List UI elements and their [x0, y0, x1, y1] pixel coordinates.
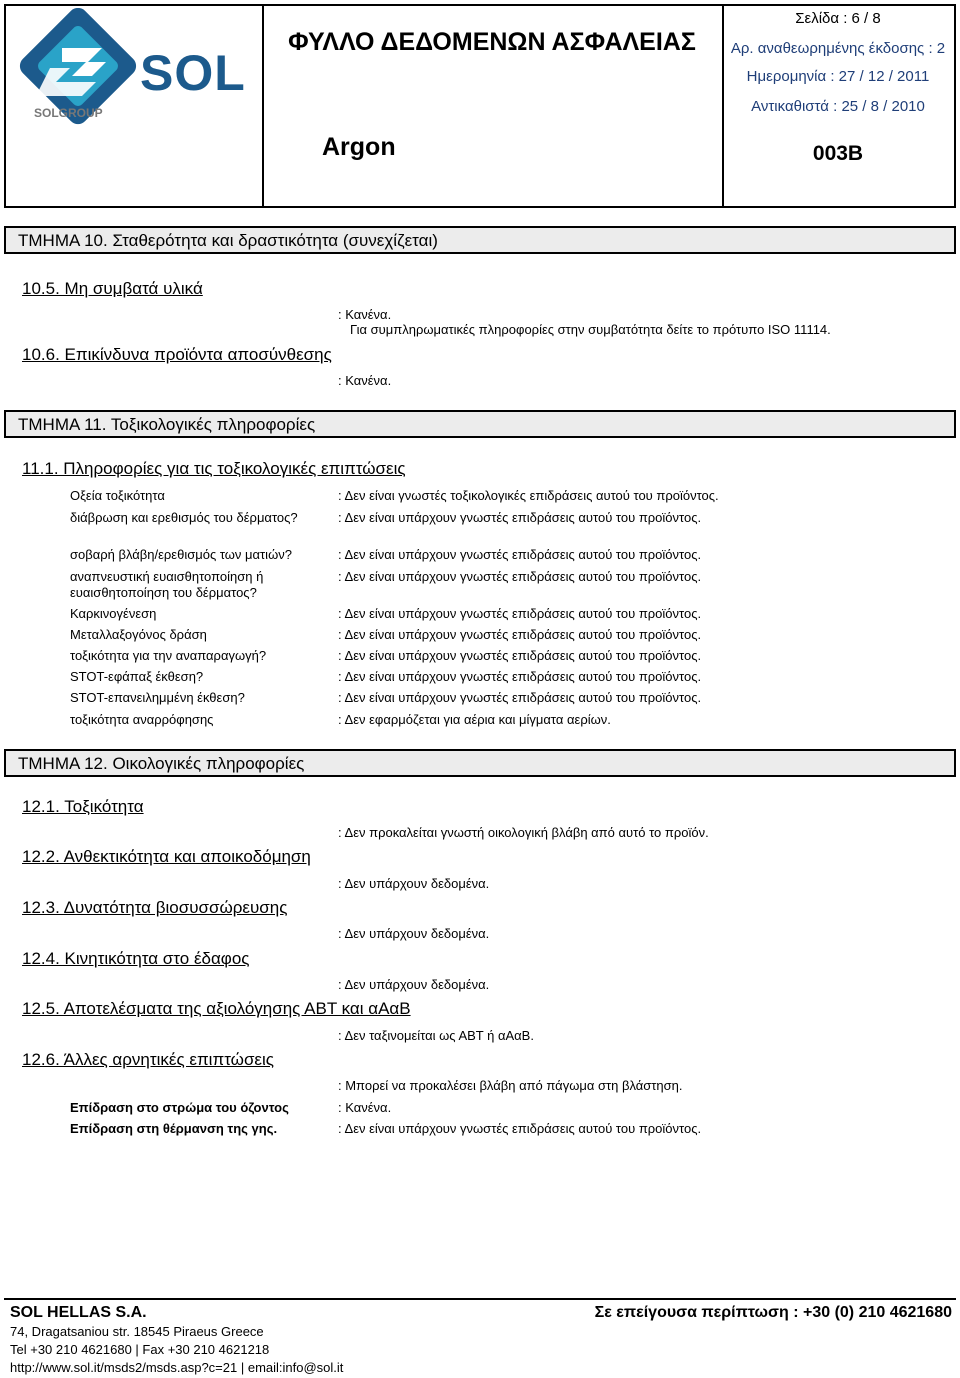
page-number: Σελίδα : 6 / 8: [795, 10, 881, 27]
revision-date: Ημερομηνία : 27 / 12 / 2011: [746, 68, 930, 85]
document-header: [4, 4, 956, 208]
tox-label-stot-single: STOT-εφάπαξ έκθεση?: [70, 669, 204, 684]
value-10-5: : Κανένα.: [338, 307, 392, 322]
ozone-label: Επίδραση στο στρώμα του όζοντος: [70, 1100, 289, 1115]
replaces-date: Αντικαθιστά : 25 / 8 / 2010: [751, 98, 925, 115]
subsection-12-5: 12.5. Αποτελέσματα της αξιολόγησης ΑΒΤ και αΑαΒ: [22, 999, 411, 1018]
footer-emergency: Σε επείγουσα περίπτωση : +30 (0) 210 4621680: [594, 1304, 952, 1321]
tox-value-stot-single: : Δεν είναι υπάρχουν γνωστές επιδράσεις αυτού του προϊόντος.: [338, 669, 702, 684]
tox-value-skin: : Δεν είναι υπάρχουν γνωστές επιδράσεις αυτού του προϊόντος.: [338, 510, 702, 525]
logo-group-text: SOLGROUP: [34, 106, 103, 120]
product-name: Argon: [322, 133, 396, 161]
section-12-bar: ΤΜΗΜΑ 12. Οικολογικές πληροφορίες: [4, 749, 956, 777]
tox-label-carcinogenicity: Καρκινογένεση: [70, 606, 157, 621]
subsection-12-3: 12.3. Δυνατότητα βιοσυσσώρευσης: [22, 898, 288, 917]
tox-label-mutagenicity: Μεταλλαξογόνος δράση: [70, 627, 207, 642]
tox-value-mutagenicity: : Δεν είναι υπάρχουν γνωστές επιδράσεις αυτού του προϊόντος.: [338, 627, 702, 642]
logo-text: SOL: [140, 45, 246, 101]
tox-label-aspiration: τοξικότητα αναρρόφησης: [70, 712, 214, 727]
value-12-6: : Μπορεί να προκαλέσει βλάβη από πάγωμα στη βλάστηση.: [338, 1078, 683, 1093]
section-11-bar: ΤΜΗΜΑ 11. Τοξικολογικές πληροφορίες: [4, 410, 956, 438]
tox-label-stot-repeated: STOT-επανειλημμένη έκθεση?: [70, 690, 245, 705]
tox-value-acute: : Δεν είναι γνωστές τοξικολογικές επιδράσεις αυτού του προϊόντος.: [338, 488, 719, 503]
subsection-12-2: 12.2. Ανθεκτικότητα και αποικοδόμηση: [22, 847, 311, 866]
tox-label-sensitisation: αναπνευστική ευαισθητοποίηση ή ευαισθητοποίηση του δέρματος?: [70, 569, 264, 600]
value-12-4: : Δεν υπάρχουν δεδομένα.: [338, 977, 490, 992]
logo-cell: [6, 6, 264, 206]
value-12-1: : Δεν προκαλείται γνωστή οικολογική βλάβη από αυτό το προϊόν.: [338, 825, 709, 840]
value-10-6: : Κανένα.: [338, 373, 392, 388]
subsection-12-4: 12.4. Κινητικότητα στο έδαφος: [22, 949, 250, 968]
title-cell: [262, 6, 724, 206]
value-10-5-note: Για συμπληρωματικές πληροφορίες στην συμβατότητα δείτε το πρότυπο ISO 11114.: [350, 322, 831, 337]
ozone-value: : Κανένα.: [338, 1100, 392, 1115]
footer-divider: [4, 1298, 956, 1300]
subsection-11-1: 11.1. Πληροφορίες για τις τοξικολογικές επιπτώσεις: [22, 459, 406, 478]
tox-value-stot-repeated: : Δεν είναι υπάρχουν γνωστές επιδράσεις αυτού του προϊόντος.: [338, 690, 702, 705]
footer-address: 74, Dragatsaniou str. 18545 Piraeus Greece: [10, 1324, 264, 1339]
value-12-5: : Δεν ταξινομείται ως ΑΒΤ ή αΑαΒ.: [338, 1028, 534, 1043]
meta-cell: [722, 6, 954, 206]
tox-value-eyes: : Δεν είναι υπάρχουν γνωστές επιδράσεις αυτού του προϊόντος.: [338, 547, 702, 562]
tox-value-reproductive: : Δεν είναι υπάρχουν γνωστές επιδράσεις αυτού του προϊόντος.: [338, 648, 702, 663]
section-10-bar: ΤΜΗΜΑ 10. Σταθερότητα και δραστικότητα (συνεχίζεται): [4, 226, 956, 254]
subsection-10-5: 10.5. Μη συμβατά υλικά: [22, 279, 203, 298]
tox-label-eyes: σοβαρή βλάβη/ερεθισμός των ματιών?: [70, 547, 292, 562]
subsection-12-6: 12.6. Άλλες αρνητικές επιπτώσεις: [22, 1050, 274, 1069]
tox-label-skin: διάβρωση και ερεθισμός του δέρματος?: [70, 510, 298, 525]
tox-value-aspiration: : Δεν εφαρμόζεται για αέρια και μίγματα αερίων.: [338, 712, 611, 727]
tox-value-carcinogenicity: : Δεν είναι υπάρχουν γνωστές επιδράσεις αυτού του προϊόντος.: [338, 606, 702, 621]
product-code: 003B: [812, 142, 864, 165]
value-12-3: : Δεν υπάρχουν δεδομένα.: [338, 926, 490, 941]
footer-phone: Tel +30 210 4621680 | Fax +30 210 4621218: [10, 1342, 270, 1357]
value-12-2: : Δεν υπάρχουν δεδομένα.: [338, 876, 490, 891]
warming-value: : Δεν είναι υπάρχουν γνωστές επιδράσεις αυτού του προϊόντος.: [338, 1121, 702, 1136]
tox-label-reproductive: τοξικότητα για την αναπαραγωγή?: [70, 648, 267, 663]
revision-number: Αρ. αναθεωρημένης έκδοσης : 2: [730, 40, 946, 57]
document-title: ΦΥΛΛΟ ΔΕΔΟΜΕΝΩΝ ΑΣΦΑΛΕΙΑΣ: [288, 28, 696, 56]
warming-label: Επίδραση στη θέρμανση της γης.: [70, 1121, 278, 1136]
subsection-10-6: 10.6. Επικίνδυνα προϊόντα αποσύνθεσης: [22, 345, 332, 364]
footer-web[interactable]: http://www.sol.it/msds2/msds.asp?c=21 | email:info@sol.it: [10, 1360, 344, 1375]
subsection-12-1: 12.1. Τοξικότητα: [22, 797, 144, 816]
tox-label-acute: Οξεία τοξικότητα: [70, 488, 165, 503]
footer-company: SOL HELLAS S.A.: [10, 1304, 147, 1321]
tox-value-sensitisation: : Δεν είναι υπάρχουν γνωστές επιδράσεις αυτού του προϊόντος.: [338, 569, 702, 584]
